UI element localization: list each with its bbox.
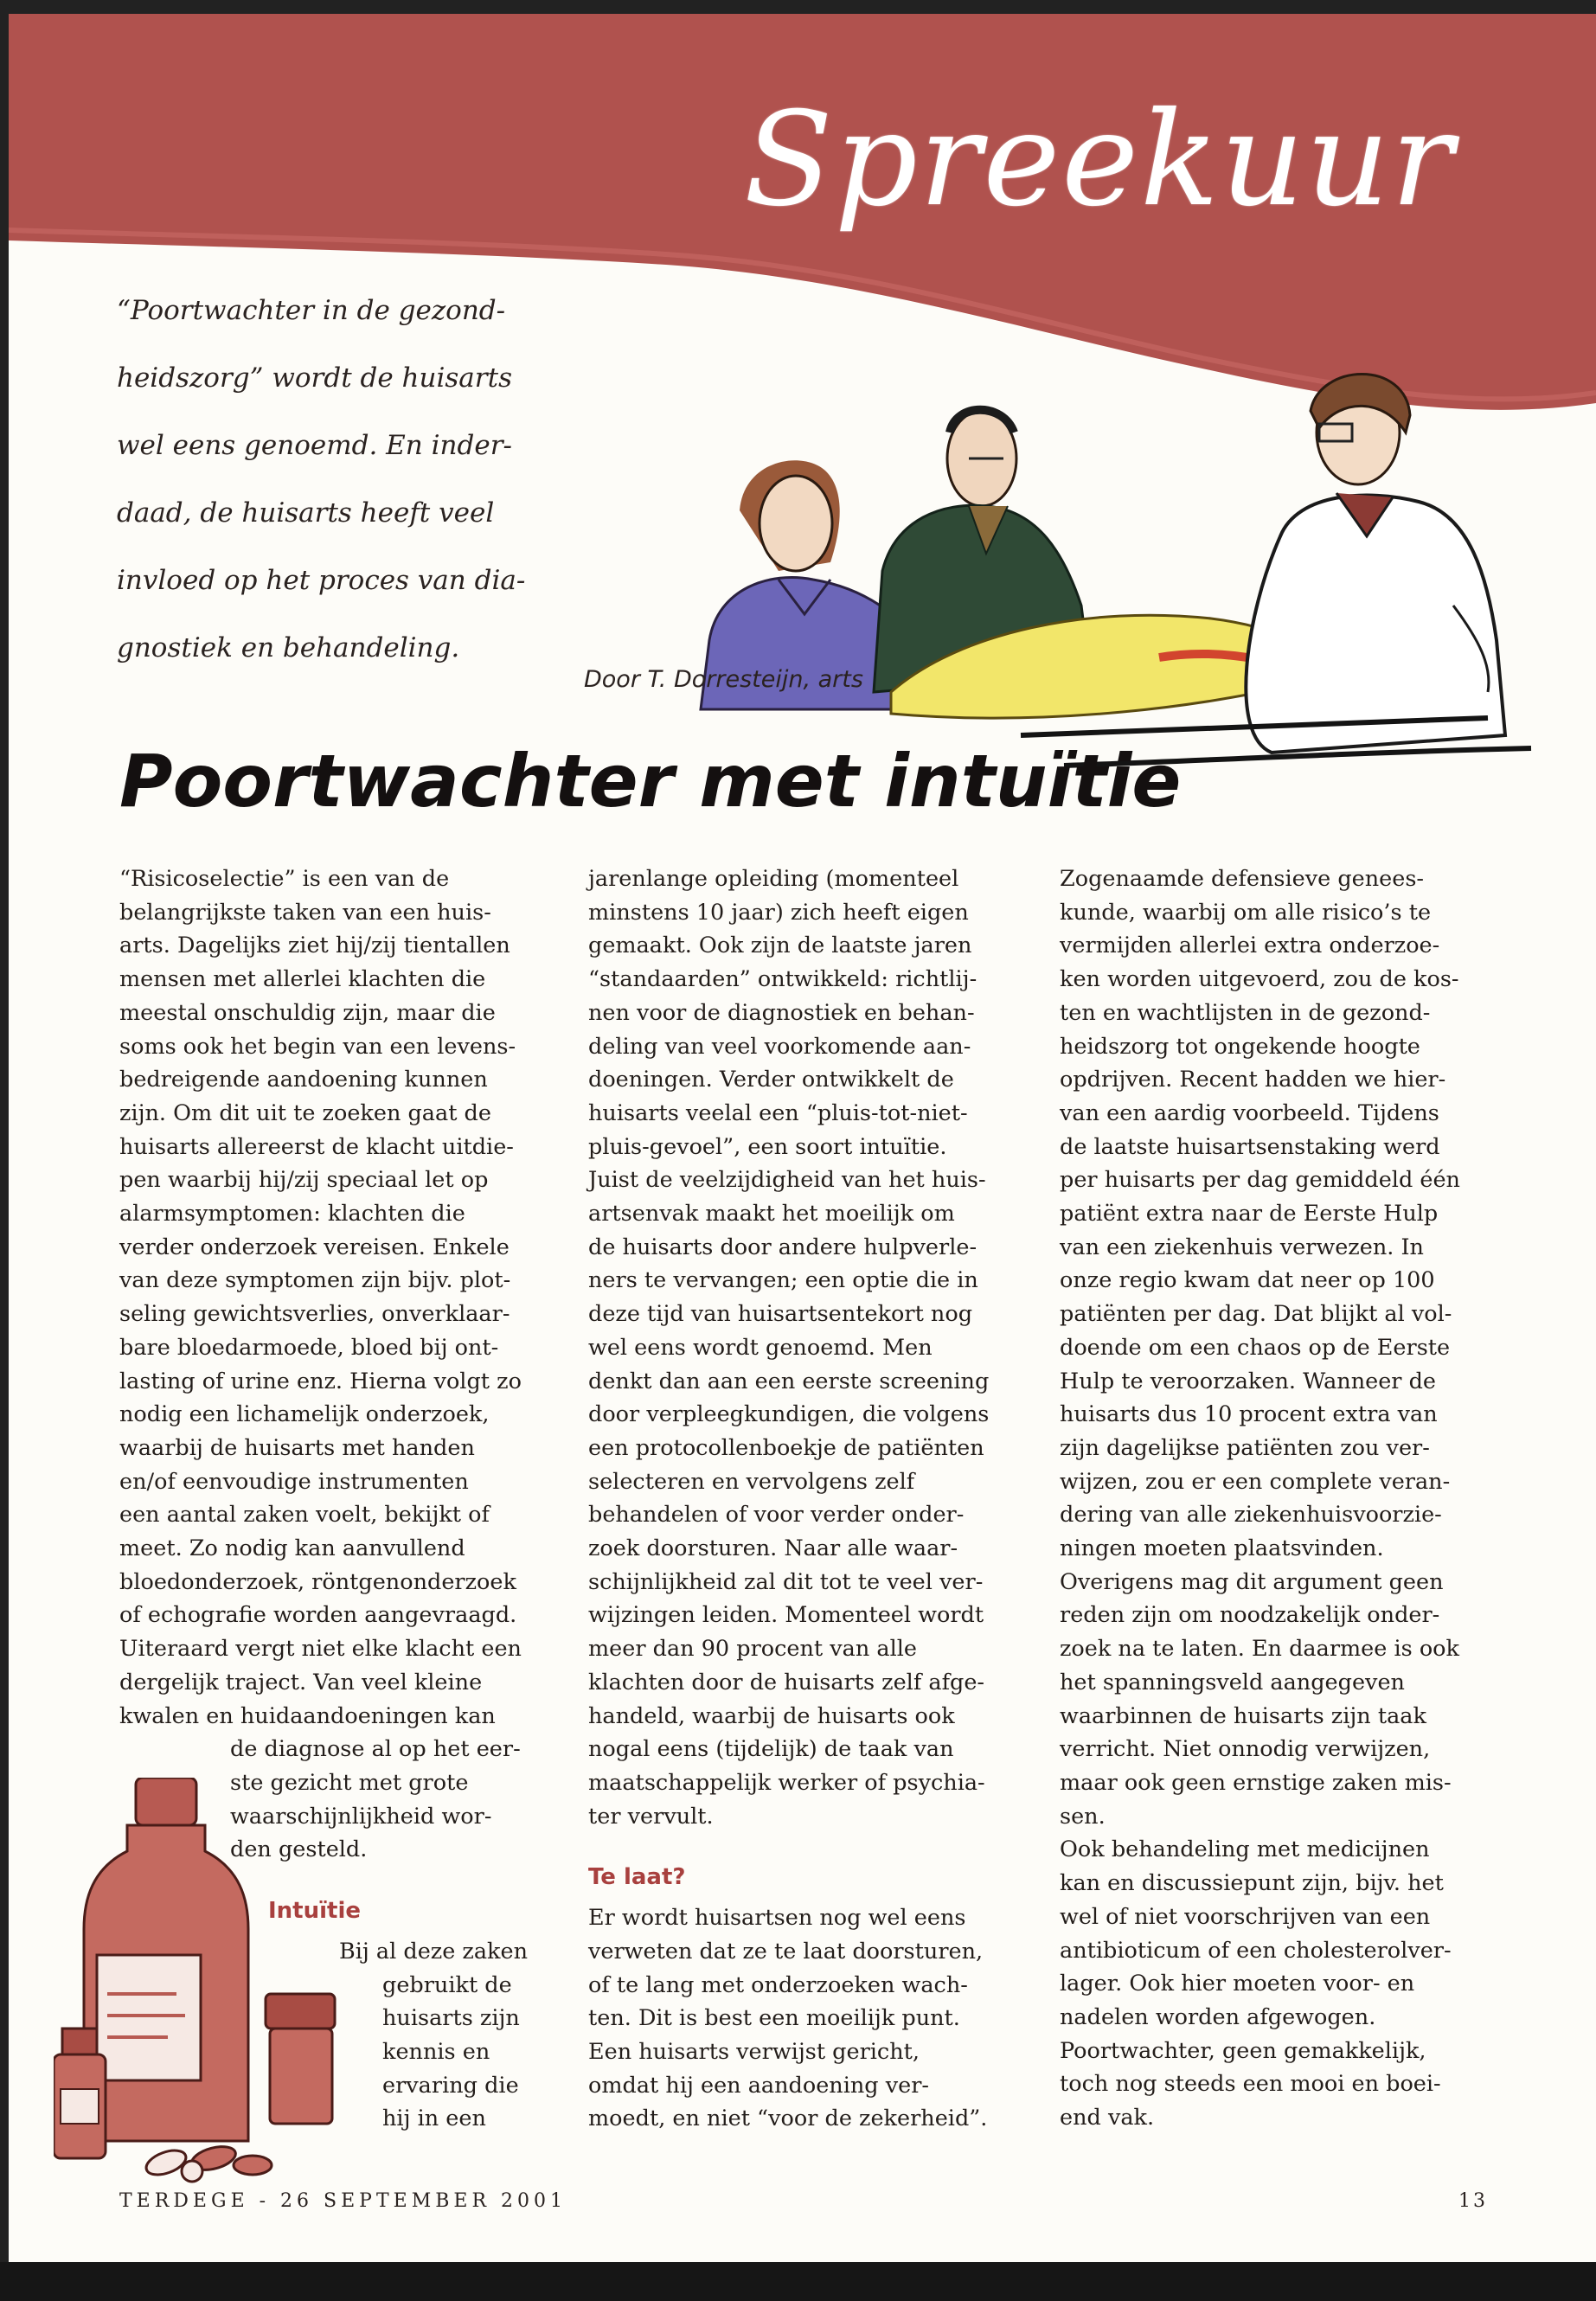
intro-line: “Poortwachter in de gezond- [117, 295, 506, 326]
body-line: huisarts veelal een “pluis-tot-niet- [588, 1099, 968, 1126]
body-line: bloedonderzoek, röntgenonderzoek [119, 1568, 516, 1595]
body-line: onze regio kwam dat neer op 100 [1060, 1267, 1435, 1294]
body-line: Zogenaamde defensieve genees- [1060, 866, 1425, 892]
footer-publication: TERDEGE - 26 SEPTEMBER 2001 [119, 2190, 567, 2212]
body-line: dergelijk traject. Van veel kleine [119, 1669, 483, 1695]
body-line: klachten door de huisarts zelf afge- [588, 1669, 985, 1695]
body-line: belangrijkste taken van een huis- [119, 899, 491, 926]
body-line: denkt dan aan een eerste screening [588, 1368, 990, 1394]
body-line: maar ook geen ernstige zaken mis- [1060, 1769, 1452, 1796]
body-line: zoek doorsturen. Naar alle waar- [588, 1535, 958, 1562]
body-line: pen waarbij hij/zij speciaal let op [119, 1167, 489, 1194]
page-number: 13 [1458, 2190, 1488, 2212]
body-line: zijn. Om dit uit te zoeken gaat de [119, 1099, 491, 1126]
body-line: wijzen, zou er een complete veran- [1060, 1468, 1451, 1495]
body-line: patiënten per dag. Dat blijkt al vol- [1060, 1301, 1452, 1328]
body-line: reden zijn om noodzakelijk onder- [1060, 1602, 1440, 1629]
body-line: minstens 10 jaar) zich heeft eigen [588, 899, 969, 926]
body-line: handeld, waarbij de huisarts ook [588, 1702, 955, 1729]
body-line: moedt, en niet “voor de zekerheid”. [588, 2106, 988, 2132]
body-line: een protocollenboekje de patiënten [588, 1434, 984, 1461]
body-line: heidszorg tot ongekende hoogte [1060, 1033, 1420, 1060]
body-line: “Risicoselectie” is een van de [119, 866, 450, 892]
body-line: hij in een [382, 2106, 486, 2132]
body-line: of te lang met onderzoeken wach- [588, 1971, 968, 1998]
intro-line: daad, de huisarts heeft veel [117, 497, 495, 529]
body-line: opdrijven. Recent hadden we hier- [1060, 1067, 1446, 1093]
body-line: Bij al deze zaken [339, 1938, 529, 1965]
intro-line: wel eens genoemd. En inder- [117, 430, 512, 461]
body-line: meer dan 90 procent van alle [588, 1636, 918, 1663]
body-line: kunde, waarbij om alle risico’s te [1060, 899, 1432, 926]
intro-line: invloed op het proces van dia- [117, 565, 526, 596]
body-line: ken worden uitgevoerd, zou de kos- [1060, 966, 1459, 993]
body-line: toch nog steeds een mooi en boei- [1060, 2071, 1441, 2098]
body-line: huisarts allereerst de klacht uitdie- [119, 1133, 514, 1160]
body-line: kwalen en huidaandoeningen kan [119, 1702, 496, 1729]
body-line: Een huisarts verwijst gericht, [588, 2038, 920, 2065]
body-line: ners te vervangen; een optie die in [588, 1267, 978, 1294]
body-line: wel of niet voorschrijven van een [1060, 1903, 1431, 1930]
body-line: arts. Dagelijks ziet hij/zij tientallen [119, 933, 510, 959]
body-line: wel eens wordt genoemd. Men [588, 1334, 933, 1361]
body-line: of echografie worden aangevraagd. [119, 1602, 517, 1629]
body-line: nogal eens (tijdelijk) de taak van [588, 1736, 954, 1763]
subheading-intuitie: Intuïtie [268, 1898, 362, 1925]
body-line: huisarts zijn [382, 2005, 520, 2032]
body-line: seling gewichtsverlies, onverklaar- [119, 1301, 510, 1328]
body-line: meestal onschuldig zijn, maar die [119, 999, 496, 1026]
body-line: zoek na te laten. En daarmee is ook [1060, 1636, 1459, 1663]
body-line: lager. Ook hier moeten voor- en [1060, 1971, 1415, 1997]
scan-edge-top [0, 0, 1596, 14]
body-line: zijn dagelijkse patiënten zou ver- [1060, 1434, 1430, 1461]
body-line: een aantal zaken voelt, bekijkt of [119, 1502, 490, 1529]
body-line: kan en discussiepunt zijn, bijv. het [1060, 1870, 1444, 1897]
body-line: wijzingen leiden. Momenteel wordt [588, 1602, 984, 1629]
body-line: de laatste huisartsenstaking werd [1060, 1133, 1440, 1160]
headline: Poortwachter met intuïtie [119, 739, 1182, 824]
body-line: antibioticum of een cholesterolver- [1060, 1937, 1452, 1964]
body-line: Hulp te veroorzaken. Wanneer de [1060, 1368, 1437, 1394]
body-line: Er wordt huisartsen nog wel eens [588, 1905, 966, 1932]
body-line: gemaakt. Ook zijn de laatste jaren [588, 933, 972, 959]
body-line: lasting of urine enz. Hierna volgt zo [119, 1368, 522, 1394]
body-line: deling van veel voorkomende aan- [588, 1033, 971, 1060]
body-line: alarmsymptomen: klachten die [119, 1201, 465, 1227]
medicine-bottles-illustration [54, 1778, 339, 2184]
intro-line: heidszorg” wordt de huisarts [117, 362, 512, 394]
body-line: maatschappelijk werker of psychia- [588, 1769, 985, 1796]
body-line: per huisarts per dag gemiddeld één [1060, 1167, 1460, 1194]
body-line: schijnlijkheid zal dit tot te veel ver- [588, 1568, 984, 1595]
body-line: doeningen. Verder ontwikkelt de [588, 1067, 954, 1093]
body-line: door verpleegkundigen, die volgens [588, 1401, 990, 1428]
body-line: ste gezicht met grote [230, 1769, 469, 1796]
body-line: en/of eenvoudige instrumenten [119, 1468, 469, 1495]
body-line: van deze symptomen zijn bijv. plot- [119, 1267, 511, 1294]
byline: Door T. Dorresteijn, arts [584, 666, 863, 693]
body-line: van een ziekenhuis verwezen. In [1060, 1234, 1424, 1260]
body-line: patiënt extra naar de Eerste Hulp [1060, 1201, 1439, 1227]
body-line: kennis en [382, 2038, 490, 2065]
body-line: verder onderzoek vereisen. Enkele [119, 1234, 510, 1260]
article-column-3 [1060, 862, 1497, 2135]
body-line: bedreigende aandoening kunnen [119, 1067, 488, 1093]
body-line: van een aardig voorbeeld. Tijdens [1060, 1099, 1439, 1126]
body-line: sen. [1060, 1803, 1106, 1830]
body-line: Uiteraard vergt niet elke klacht een [119, 1636, 522, 1663]
body-line: Poortwachter, geen gemakkelijk, [1060, 2037, 1426, 2064]
body-line: ningen moeten plaatsvinden. [1060, 1535, 1384, 1562]
body-line: deze tijd van huisartsentekort nog [588, 1301, 973, 1328]
body-line: end vak. [1060, 2105, 1155, 2131]
body-line: meet. Zo nodig kan aanvullend [119, 1535, 465, 1562]
body-line: dering van alle ziekenhuisvoorzie- [1060, 1502, 1442, 1529]
body-line: huisarts dus 10 procent extra van [1060, 1401, 1438, 1428]
body-line: waarschijnlijkheid wor- [230, 1803, 492, 1830]
body-line: verweten dat ze te laat doorsturen, [588, 1938, 984, 1965]
intro-text [117, 277, 549, 682]
subheading-te-laat: Te laat? [588, 1864, 686, 1891]
body-line: waarbinnen de huisarts zijn taak [1060, 1702, 1426, 1729]
body-line: doende om een chaos op de Eerste [1060, 1334, 1451, 1361]
body-line: mensen met allerlei klachten die [119, 966, 486, 993]
intro-line: gnostiek en behandeling. [117, 632, 460, 663]
body-line: artsenvak maakt het moeilijk om [588, 1201, 955, 1227]
section-title: Spreekuur [744, 85, 1455, 235]
body-line: soms ook het begin van een levens- [119, 1033, 516, 1060]
body-line: selecteren en vervolgens zelf [588, 1468, 915, 1495]
body-line: behandelen of voor verder onder- [588, 1502, 965, 1529]
scan-edge-left [0, 0, 9, 2301]
consultation-illustration [675, 329, 1540, 796]
body-line: nadelen worden afgewogen. [1060, 2003, 1376, 2030]
body-line: omdat hij een aandoening ver- [588, 2072, 930, 2099]
article-column-2 [588, 862, 1025, 2136]
body-line: de huisarts door andere hulpverle- [588, 1234, 977, 1260]
scan-edge-bottom [0, 2262, 1596, 2301]
body-line: vermijden allerlei extra onderzoe- [1060, 933, 1440, 959]
body-line: “standaarden” ontwikkeld: richtlij- [588, 966, 977, 993]
body-line: ervaring die [382, 2072, 519, 2099]
body-line: nen voor de diagnostiek en behan- [588, 999, 975, 1026]
body-line: waarbij de huisarts met handen [119, 1434, 475, 1461]
body-line: ter vervult. [588, 1803, 714, 1830]
body-line: ten en wachtlijsten in de gezond- [1060, 999, 1431, 1026]
body-line: den gesteld. [230, 1836, 368, 1863]
body-line: de diagnose al op het eer- [230, 1736, 521, 1763]
body-line: gebruikt de [382, 1971, 512, 1998]
body-line: ten. Dit is best een moeilijk punt. [588, 2005, 960, 2032]
body-line: Ook behandeling met medicijnen [1060, 1836, 1430, 1863]
body-line: het spanningsveld aangegeven [1060, 1669, 1405, 1695]
body-line: Juist de veelzijdigheid van het huis- [588, 1167, 986, 1194]
body-line: nodig een lichamelijk onderzoek, [119, 1401, 490, 1428]
body-line: bare bloedarmoede, bloed bij ont- [119, 1334, 499, 1361]
body-line: verricht. Niet onnodig verwijzen, [1060, 1736, 1431, 1763]
body-line: jarenlange opleiding (momenteel [588, 866, 959, 892]
body-line: Overigens mag dit argument geen [1060, 1568, 1444, 1595]
body-line: pluis-gevoel”, een soort intuïtie. [588, 1133, 947, 1160]
